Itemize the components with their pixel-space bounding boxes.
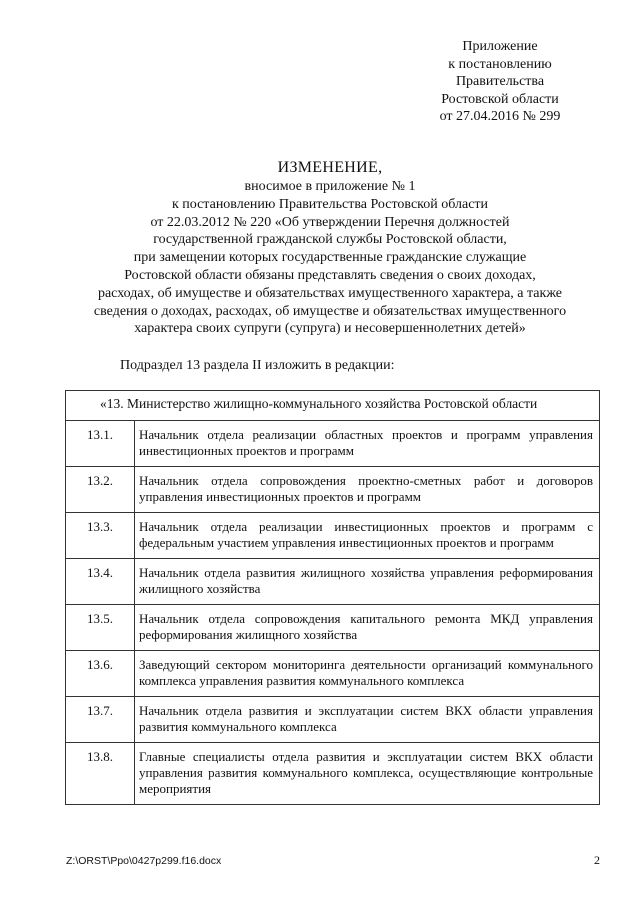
table-row (66, 605, 600, 651)
document-title-block (60, 158, 600, 338)
table-row (66, 697, 600, 743)
row-number: 13.8. (66, 743, 135, 805)
position-title: Начальник отдела сопровождения капитального ремонта МКД управления реформирования жилищного хозяйства (135, 605, 600, 651)
appendix-header-line: Приложение (462, 39, 538, 54)
appendix-header-line: от 27.04.2016 № 299 (439, 109, 561, 124)
position-title: Начальник отдела сопровождения проектно-сметных работ и договоров управления инвестиционных проектов и программ (135, 467, 600, 513)
subtitle-line: при замещении которых государственные гражданские служащие (133, 250, 527, 266)
footer-file-path: Z:\ORST\Ppo\0427p299.f16.docx (66, 855, 222, 867)
appendix-header-line: Правительства (455, 74, 545, 89)
row-number: 13.7. (66, 697, 135, 743)
table-header-row (66, 391, 600, 421)
subtitle-line: государственной гражданской службы Ростовской области, (153, 232, 507, 248)
instruction-text: Подраздел 13 раздела II изложить в редакции: (120, 358, 395, 373)
position-title: Главные специалисты отдела развития и эксплуатации систем ВКХ области управления развития коммунального комплекса, осуществляющие контрольные мероприятия (135, 743, 600, 805)
appendix-header-line: к постановлению (448, 56, 552, 72)
subtitle-line: сведения о доходах, расходах, об имуществе и обязательствах имущественного (93, 303, 567, 319)
position-title: Начальник отдела реализации областных проектов и программ управления инвестиционных проектов и программ (135, 421, 600, 467)
position-title: Заведующий сектором мониторинга деятельности организаций коммунального комплекса управления развития коммунального комплекса (135, 651, 600, 697)
table-row (66, 743, 600, 805)
position-title: Начальник отдела развития и эксплуатации систем ВКХ области управления развития коммунального комплекса (135, 697, 600, 743)
row-number: 13.2. (66, 467, 135, 513)
row-number: 13.5. (66, 605, 135, 651)
position-title: Начальник отдела реализации инвестиционных проектов и программ с федеральным участием управления инвестиционных проектов и программ (135, 513, 600, 559)
table-section-header: «13. Министерство жилищно-коммунального хозяйства Ростовской области (66, 391, 600, 421)
subtitle-line: характера своих супруги (супруга) и несовершеннолетних детей» (134, 321, 526, 337)
subtitle-line: расходах, об имуществе и обязательствах имущественного характера, а также (97, 285, 563, 301)
subtitle-line: к постановлению Правительства Ростовской области (171, 196, 489, 212)
appendix-header-line: Ростовской области (441, 91, 559, 107)
page-number: 2 (594, 853, 600, 867)
subtitle-line: вносимое в приложение № 1 (244, 179, 416, 194)
row-number: 13.1. (66, 421, 135, 467)
appendix-header (400, 38, 600, 126)
row-number: 13.4. (66, 559, 135, 605)
table-row (66, 559, 600, 605)
table-row (66, 513, 600, 559)
document-title: ИЗМЕНЕНИЕ, (277, 159, 383, 176)
table-row (66, 467, 600, 513)
row-number: 13.6. (66, 651, 135, 697)
row-number: 13.3. (66, 513, 135, 559)
position-title: Начальник отдела развития жилищного хозяйства управления реформирования жилищного хозяйства (135, 559, 600, 605)
subtitle-line: от 22.03.2012 № 220 «Об утверждении Перечня должностей (150, 214, 510, 230)
positions-table (65, 390, 600, 805)
subtitle-line: Ростовской области обязаны представлять сведения о своих доходах, (124, 267, 536, 283)
table-row (66, 651, 600, 697)
table-row (66, 421, 600, 467)
